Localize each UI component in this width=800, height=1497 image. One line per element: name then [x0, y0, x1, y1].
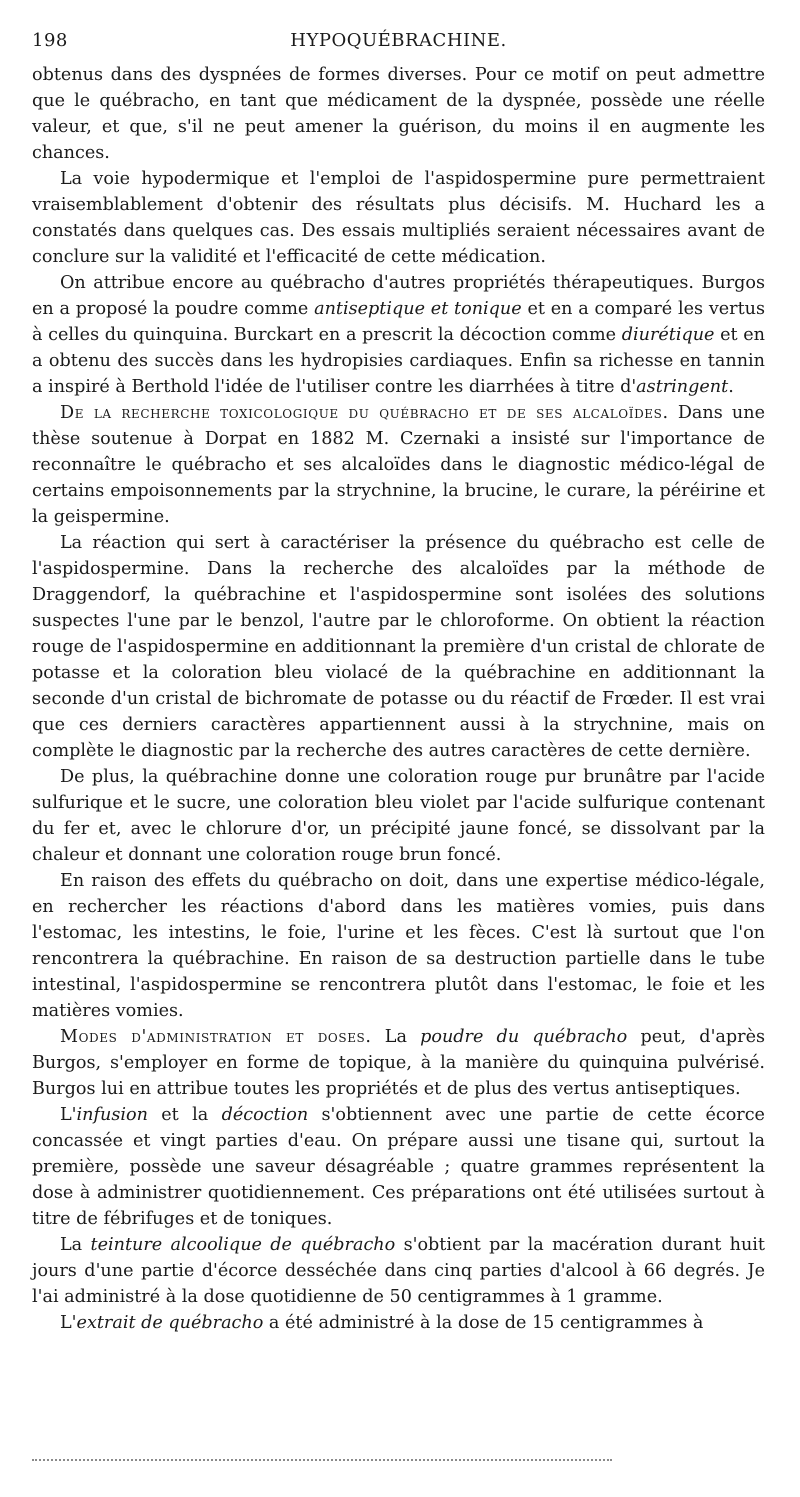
page-number: 198	[32, 30, 68, 51]
paragraph	[32, 166, 765, 270]
text-run: et la	[147, 1105, 222, 1125]
running-head: HYPOQUÉBRACHINE.	[290, 30, 507, 51]
body-text	[32, 62, 765, 1336]
text-run: Dans une thèse soutenue à Dorpat en 1882 M. Czernaki a insisté sur l'importance de reconnaître le québracho et ses alcaloïdes dans le diagnostic médico-légal de certains empoisonnements par la strychnine, la brucine, le curare, la péréirine et la geispermine.	[32, 403, 765, 527]
paragraph	[32, 868, 765, 1024]
section-heading: De la recherche toxicologique du québracho et de ses alcaloïdes.	[60, 403, 669, 423]
text-run: La réaction qui sert à caractériser la présence du québracho est celle de l'aspidospermine. Dans la recherche des alcaloïdes par la méthode de Draggendorf, la québrachine et l'aspidospermine sont isolées des solutions suspectes l'une par le benzol, l'autre par le chloroforme. On obtient la réaction rouge de l'aspidospermine en additionnant la première d'un cristal de chlorate de potasse et la coloration bleu violacé de la québrachine en additionnant la seconde d'un cristal de bichromate de potasse ou du réactif de Frœder. Il est vrai que ces derniers caractères appartiennent aussi à la strychnine, mais on complète le diagnostic par la recherche des autres caractères de cette dernière.	[32, 533, 765, 761]
text-run: s'obtiennent avec une partie de cette écorce concassée et vingt parties d'eau. On prépare aussi une tisane qui, surtout la première, possède une saveur désagréable ; quatre grammes représentent la dose à administrer quotidiennement. Ces préparations ont été utilisées surtout à titre de fébrifuges et de toniques.	[32, 1105, 765, 1229]
italic-text: astringent	[636, 377, 729, 397]
text-run: a été administré à la dose de 15 centigrammes à	[263, 1313, 704, 1333]
paragraph	[32, 62, 765, 166]
text-run: obtenus dans des dyspnées de formes diverses. Pour ce motif on peut admettre que le québracho, en tant que médicament de la dyspnée, possède une réelle valeur, et que, s'il ne peut amener la guérison, du moins il en augmente les chances.	[32, 65, 765, 163]
page	[32, 28, 765, 1336]
italic-text: décoction	[221, 1105, 309, 1125]
text-run: La voie hypodermique et l'emploi de l'aspidospermine pure permettraient vraisemblablement d'obtenir des résultats plus décisifs. M. Huchard les a constatés dans quelques cas. Des essais multipliés seraient nécessaires avant de conclure sur la validité et l'efficacité de cette médication.	[32, 169, 765, 267]
text-run: .	[728, 377, 734, 397]
text-run: L'	[60, 1105, 77, 1125]
italic-text: diurétique	[621, 325, 715, 345]
italic-text: extrait de québracho	[76, 1313, 264, 1333]
text-run: De plus, la québrachine donne une coloration rouge pur brunâtre par l'acide sulfurique et le sucre, une coloration bleu violet par l'acide sulfurique contenant du fer et, avec le chlorure d'or, un précipité jaune foncé, se dissolvant par la chaleur et donnant une coloration rouge brun foncé.	[32, 767, 765, 865]
text-run: et en a obtenu des succès dans les hydropisies cardiaques. Enfin sa richesse en tannin a inspiré à Berthold l'idée de l'utiliser contre les diarrhées à titre d'	[32, 325, 765, 397]
italic-text: antiseptique et tonique	[314, 299, 522, 319]
footer-rule	[32, 1459, 612, 1461]
italic-text: infusion	[76, 1105, 148, 1125]
paragraph	[32, 1102, 765, 1232]
text-run: En raison des effets du québracho on doit, dans une expertise médico-légale, en rechercher les réactions d'abord dans les matières vomies, puis dans l'estomac, les intestins, le foie, l'urine et les fèces. C'est là surtout que l'on rencontrera la québrachine. En raison de sa destruction partielle dans le tube intestinal, l'aspidospermine se rencontrera plutôt dans l'estomac, le foie et les matières vomies.	[32, 871, 765, 1021]
italic-text: poudre du québracho	[420, 1027, 628, 1047]
text-run: La	[60, 1235, 91, 1255]
italic-text: teinture alcoolique de québracho	[90, 1235, 396, 1255]
paragraph	[32, 1232, 765, 1310]
text-run: et en a comparé les vertus à celles du quinquina. Burckart en a prescrit la décoction comme	[32, 299, 766, 345]
text-run: L'	[60, 1313, 77, 1333]
paragraph	[32, 270, 765, 400]
text-run: On attribue encore au québracho d'autres propriétés thérapeutiques. Burgos en a proposé la poudre comme	[32, 273, 765, 319]
paragraph	[32, 530, 765, 764]
text-run: s'obtient par la macération durant huit jours d'une partie d'écorce desséchée dans cinq parties d'alcool à 66 degrés. Je l'ai administré à la dose quotidienne de 50 centigrammes à 1 gramme.	[32, 1235, 765, 1307]
paragraph	[32, 1024, 765, 1102]
paragraph	[32, 764, 765, 868]
paragraph	[32, 400, 765, 530]
text-run: peut, d'après Burgos, s'employer en forme de topique, à la manière du quinquina pulvérisé. Burgos lui en attribue toutes les propriétés et de plus des vertus antiseptiques.	[32, 1027, 766, 1099]
text-run: La	[371, 1027, 421, 1047]
section-heading: Modes d'administration et doses.	[60, 1027, 372, 1047]
page-header	[32, 28, 765, 54]
paragraph	[32, 1310, 765, 1336]
